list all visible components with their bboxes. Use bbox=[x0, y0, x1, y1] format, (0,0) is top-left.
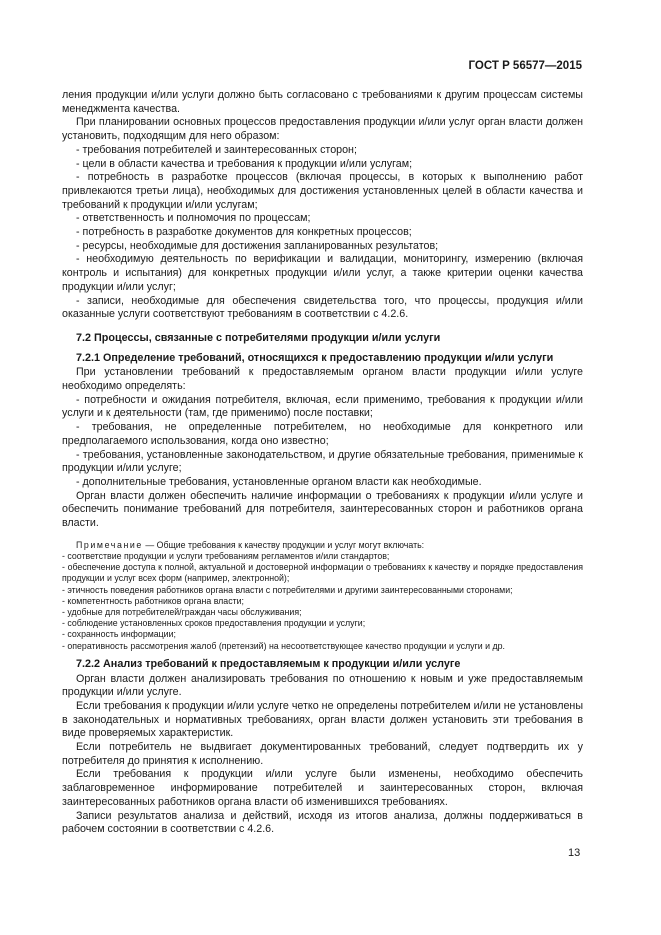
list-item: - ответственность и полномочия по процессам; bbox=[76, 212, 311, 225]
paragraph: Записи результатов анализа и действий, исходя из итогов анализа, должны поддерживаться в рабочем состоянии в соответствии с 4.2.6. bbox=[62, 809, 583, 836]
paragraph: Орган власти должен анализировать требования по отношению к новым и уже предоставляемым продукции и/или услуге. bbox=[62, 672, 583, 699]
section-heading-7-2-2: 7.2.2 Анализ требований к предоставляемым к продукции и/или услуге bbox=[76, 657, 461, 670]
paragraph: Если требования к продукции и/или услуге были изменены, необходимо обеспечить заблаговременное информирование потребителей и заинтересованных сторон, включая заинтересованных работников органа власти об изменившихся требованиях. bbox=[62, 768, 583, 808]
list-item: - записи, необходимые для обеспечения свидетельства того, что процессы, продукция и/или оказанные услуги соответствуют требованиям в соответствии с 4.2.6. bbox=[62, 294, 583, 321]
note-block bbox=[62, 540, 583, 652]
paragraph: При установлении требований к предоставляемым органом власти продукции и/или услуге необходимо определять: bbox=[62, 366, 583, 393]
list-item: - требования, не определенные потребителем, но необходимые для конкретного или предполагаемого использования, когда оно известно; bbox=[62, 421, 583, 447]
note-lead bbox=[62, 540, 583, 551]
note-item: - удобные для потребителей/граждан часы обслуживания; bbox=[62, 607, 302, 618]
list-item: - потребности и ожидания потребителя, включая, если применимо, требования к продукции и/или услуги и к деятельности (там, где применимо) после поставки; bbox=[62, 393, 583, 420]
page-body bbox=[62, 89, 583, 837]
section-heading-7-2-1: 7.2.1 Определение требований, относящихся к предоставлению продукции и/или услуги bbox=[76, 351, 554, 364]
note-item: - соответствие продукции и услуги требованиям регламентов и/или стандартов; bbox=[62, 551, 390, 561]
note-label: Примечание bbox=[76, 539, 143, 550]
note-item: - этичность поведения работников органа власти с потребителями и другими заинтересованными сторонами; bbox=[62, 584, 513, 595]
list-item: - ресурсы, необходимые для достижения запланированных результатов; bbox=[76, 239, 439, 252]
note-item: - сохранность информации; bbox=[62, 629, 176, 640]
list-item: - потребность в разработке документов для конкретных процессов; bbox=[76, 226, 412, 239]
paragraph: Орган власти должен обеспечить наличие информации о требованиях к продукции и/или услуге и обеспечить понимание требований для потребителя, заинтересованных сторон и работников органа власти. bbox=[62, 489, 583, 530]
list-item: - цели в области качества и требования к продукции и/или услугам; bbox=[76, 157, 413, 170]
list-item: - требования потребителей и заинтересованных сторон; bbox=[76, 143, 357, 156]
section-heading-7-2: 7.2 Процессы, связанные с потребителями продукции и/или услуги bbox=[76, 331, 441, 344]
list-item: - требования, установленные законодательством, и другие обязательные требования, применимые к продукции и/или услуге; bbox=[62, 448, 583, 475]
document-code-header: ГОСТ Р 56577—2015 bbox=[468, 60, 582, 72]
list-item: - дополнительные требования, установленные органом власти как необходимые. bbox=[76, 475, 482, 488]
note-item: - соблюдение установленных сроков предоставления продукции и услуги; bbox=[62, 618, 366, 629]
paragraph: Если потребитель не выдвигает документированных требований, следует подтвердить их у потребителя до принятия к исполнению. bbox=[62, 741, 583, 767]
note-lead-text: — Общие требования к качеству продукции и услуг могут включать: bbox=[142, 539, 425, 550]
note-item: - обеспечение доступа к полной, актуальной и достоверной информации о требованиях к качеству и порядке предоставления продукции и услуг всех форм (например, электронной); bbox=[62, 562, 583, 584]
list-item: - необходимую деятельность по верификации и валидации, мониторингу, измерению (включая контроль и испытания) для конкретных продукции и/или услуг, а также критерии оценки качества продукции и/или услуг; bbox=[62, 253, 583, 293]
paragraph: Если требования к продукции и/или услуге четко не определены потребителем и/или не установлены в законодательных и нормативных требованиях, орган власти должен установить эти требования в виде проверяемых характеристик. bbox=[62, 699, 583, 740]
note-item: - компетентность работников органа власти; bbox=[62, 595, 244, 606]
note-item: - оперативность рассмотрения жалоб (претензий) на несоответствующее качество продукции и услуги и др. bbox=[62, 640, 505, 651]
page-number: 13 bbox=[568, 847, 581, 859]
list-item: - потребность в разработке процессов (включая процессы, в которых к выполнению работ привлекаются третьи лица), необходимых для достижения установленных целей в области качества и требований к продукции и/или услугам; bbox=[62, 171, 583, 211]
paragraph: ления продукции и/или услуги должно быть согласовано с требованиями к другим процессам системы менеджмента качества. bbox=[62, 89, 583, 115]
paragraph: При планировании основных процессов предоставления продукции и/или услуг орган власти должен установить, подходящим для него образом: bbox=[62, 116, 583, 143]
